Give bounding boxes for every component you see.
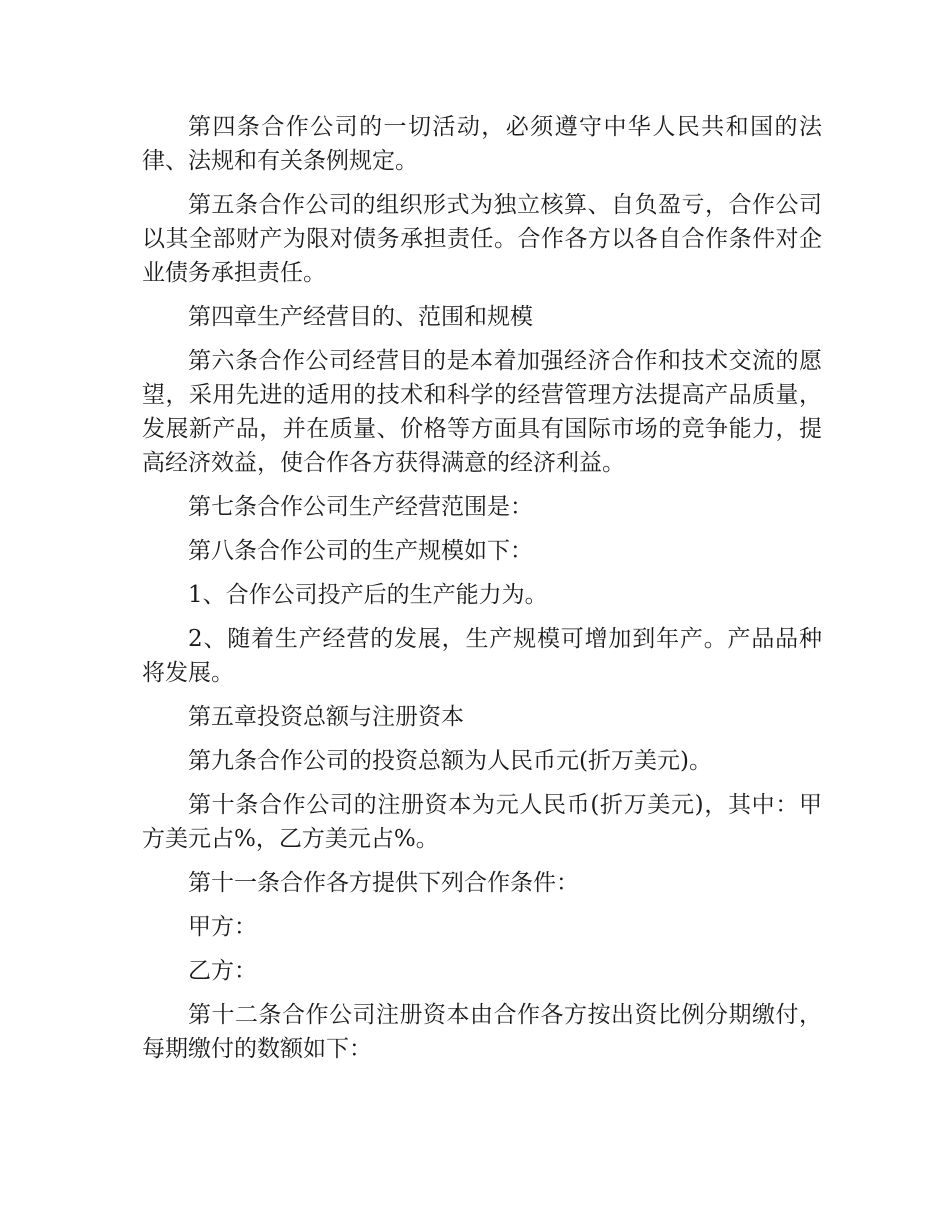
article-9-paragraph: 第九条合作公司的投资总额为人民币元(折万美元)。: [188, 748, 712, 774]
document-body: [142, 110, 822, 1076]
party-b-line: 乙方：: [188, 958, 257, 984]
chapter-4-heading: 第四章生产经营目的、范围和规模: [188, 304, 533, 330]
chapter-5-heading: 第五章投资总额与注册资本: [188, 704, 464, 730]
article-8-item-1: 1、合作公司投产后的生产能力为。: [188, 582, 548, 608]
party-a-line: 甲方：: [188, 914, 257, 940]
article-8-paragraph: 第八条合作公司的生产规模如下：: [188, 538, 533, 564]
article-8-item-2: 2、随着生产经营的发展，生产规模可增加到年产。产品品种将发展。: [142, 626, 822, 686]
article-10-paragraph: 第十条合作公司的注册资本为元人民币(折万美元)，其中：甲方美元占%，乙方美元占%。: [142, 792, 822, 852]
article-12-paragraph: 第十二条合作公司注册资本由合作各方按出资比例分期缴付，每期缴付的数额如下：: [142, 1002, 822, 1062]
article-7-paragraph: 第七条合作公司生产经营范围是：: [188, 494, 533, 520]
article-6-paragraph: 第六条合作公司经营目的是本着加强经济合作和技术交流的愿望，采用先进的适用的技术和科学的经营管理方法提高产品质量，发展新产品，并在质量、价格等方面具有国际市场的竞争能力，提高经济效益，使合作各方获得满意的经济利益。: [142, 348, 822, 476]
article-5-paragraph: 第五条合作公司的组织形式为独立核算、自负盈亏，合作公司以其全部财产为限对债务承担责任。合作各方以各自合作条件对企业债务承担责任。: [142, 192, 822, 286]
article-4-paragraph: 第四条合作公司的一切活动，必须遵守中华人民共和国的法律、法规和有关条例规定。: [142, 114, 822, 174]
article-11-paragraph: 第十一条合作各方提供下列合作条件：: [188, 870, 579, 896]
